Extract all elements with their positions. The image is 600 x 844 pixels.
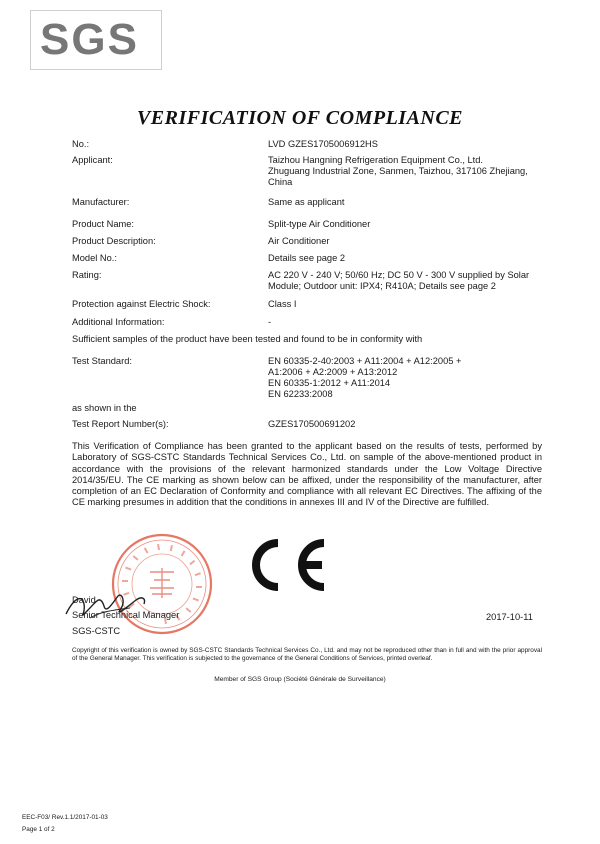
value-line: GZES170500691202 (268, 419, 356, 429)
value-line: AC 220 V - 240 V; 50/60 Hz; DC 50 V - 300 V supplied by Solar (268, 270, 530, 280)
field-value (268, 419, 558, 430)
page-number: Page 1 of 2 (22, 826, 55, 833)
value-line: China (268, 177, 293, 187)
value-line: Class I (268, 299, 297, 309)
field-value (268, 219, 558, 230)
field-label: Model No.: (72, 253, 117, 263)
value-line: EN 60335-2-40:2003 + A11:2004 + A12:2005 + (268, 356, 462, 366)
field-label: Manufacturer: (72, 197, 130, 207)
field-label: Applicant: (72, 155, 113, 165)
value-line: EN 62233:2008 (268, 389, 333, 399)
value-line: Module; Outdoor unit: IPX4; R410A; Details see page 2 (268, 281, 496, 291)
field-label: Test Standard: (72, 356, 132, 366)
field-value (268, 317, 558, 328)
issue-date: 2017-10-11 (486, 612, 533, 622)
ce-mark-icon (240, 537, 330, 593)
member-statement: Member of SGS Group (Société Générale de Surveillance) (214, 676, 386, 683)
value-line: Details see page 2 (268, 253, 346, 263)
value-line: A1:2006 + A2:2009 + A13:2012 (268, 367, 398, 377)
value-line: Air Conditioner (268, 236, 330, 246)
field-value (268, 270, 558, 292)
logo-text: SGS (40, 15, 139, 64)
field-value (268, 197, 558, 208)
field-label: Test Report Number(s): (72, 419, 169, 429)
field-value (268, 139, 558, 150)
field-value (268, 299, 558, 310)
field-value (268, 155, 558, 188)
field-label: No.: (72, 139, 90, 149)
field-label: Rating: (72, 270, 102, 280)
sgs-logo (30, 10, 170, 68)
value-line: Same as applicant (268, 197, 345, 207)
value-line: Taizhou Hangning Refrigeration Equipment Co., Ltd. (268, 155, 483, 165)
field-label: Product Description: (72, 236, 156, 246)
field-value (268, 236, 558, 247)
field-value (268, 253, 558, 264)
shown-in-text: as shown in the (72, 403, 137, 413)
signer-name: David (72, 595, 96, 605)
value-line: - (268, 317, 272, 327)
field-label: Product Name: (72, 219, 135, 229)
field-label: Additional Information: (72, 317, 165, 327)
compliance-paragraph: This Verification of Compliance has been granted to the applicant based on the results of tests, performed by Laboratory of SGS-CSTC Standards Technical Services Co., Ltd. on sample of the above-mentioned product in accordance with the provisions of the relevant harmonized standards under the Low Voltage Directive 2014/35/EU. The CE marking as shown below can be affixed, under the responsibility of the manufacturer, after completion of an EC Declaration of Conformity and compliance with all relevant EC Directives. The affixing of the CE marking presumes in addition that the conditions in annexes III and IV of the Directive are fulfilled. (72, 441, 542, 508)
signer-title: Senior Technical Manager (72, 610, 180, 620)
value-line: EN 60335-1:2012 + A11:2014 (268, 378, 391, 388)
field-value (268, 356, 558, 400)
value-line: Split-type Air Conditioner (268, 219, 371, 229)
conformity-statement: Sufficient samples of the product have been tested and found to be in conformity with (72, 334, 423, 344)
form-reference: EEC-F03/ Rev.1.1/2017-01-03 (22, 814, 108, 821)
signer-organization: SGS-CSTC (72, 626, 121, 636)
field-label: Protection against Electric Shock: (72, 299, 211, 309)
copyright-notice: Copyright of this verification is owned by SGS-CSTC Standards Technical Services Co., Ltd. and may not be reproduced other than in full and with the prior approval of the General Manager. This verification is subjected to the governance of the General Conditions of Services, printed overleaf. (72, 647, 542, 663)
document-title: VERIFICATION OF COMPLIANCE (136, 107, 464, 129)
value-line: Zhuguang Industrial Zone, Sanmen, Taizhou, 317106 Zhejiang, (268, 166, 528, 176)
value-line: LVD GZES1705006912HS (268, 139, 378, 149)
